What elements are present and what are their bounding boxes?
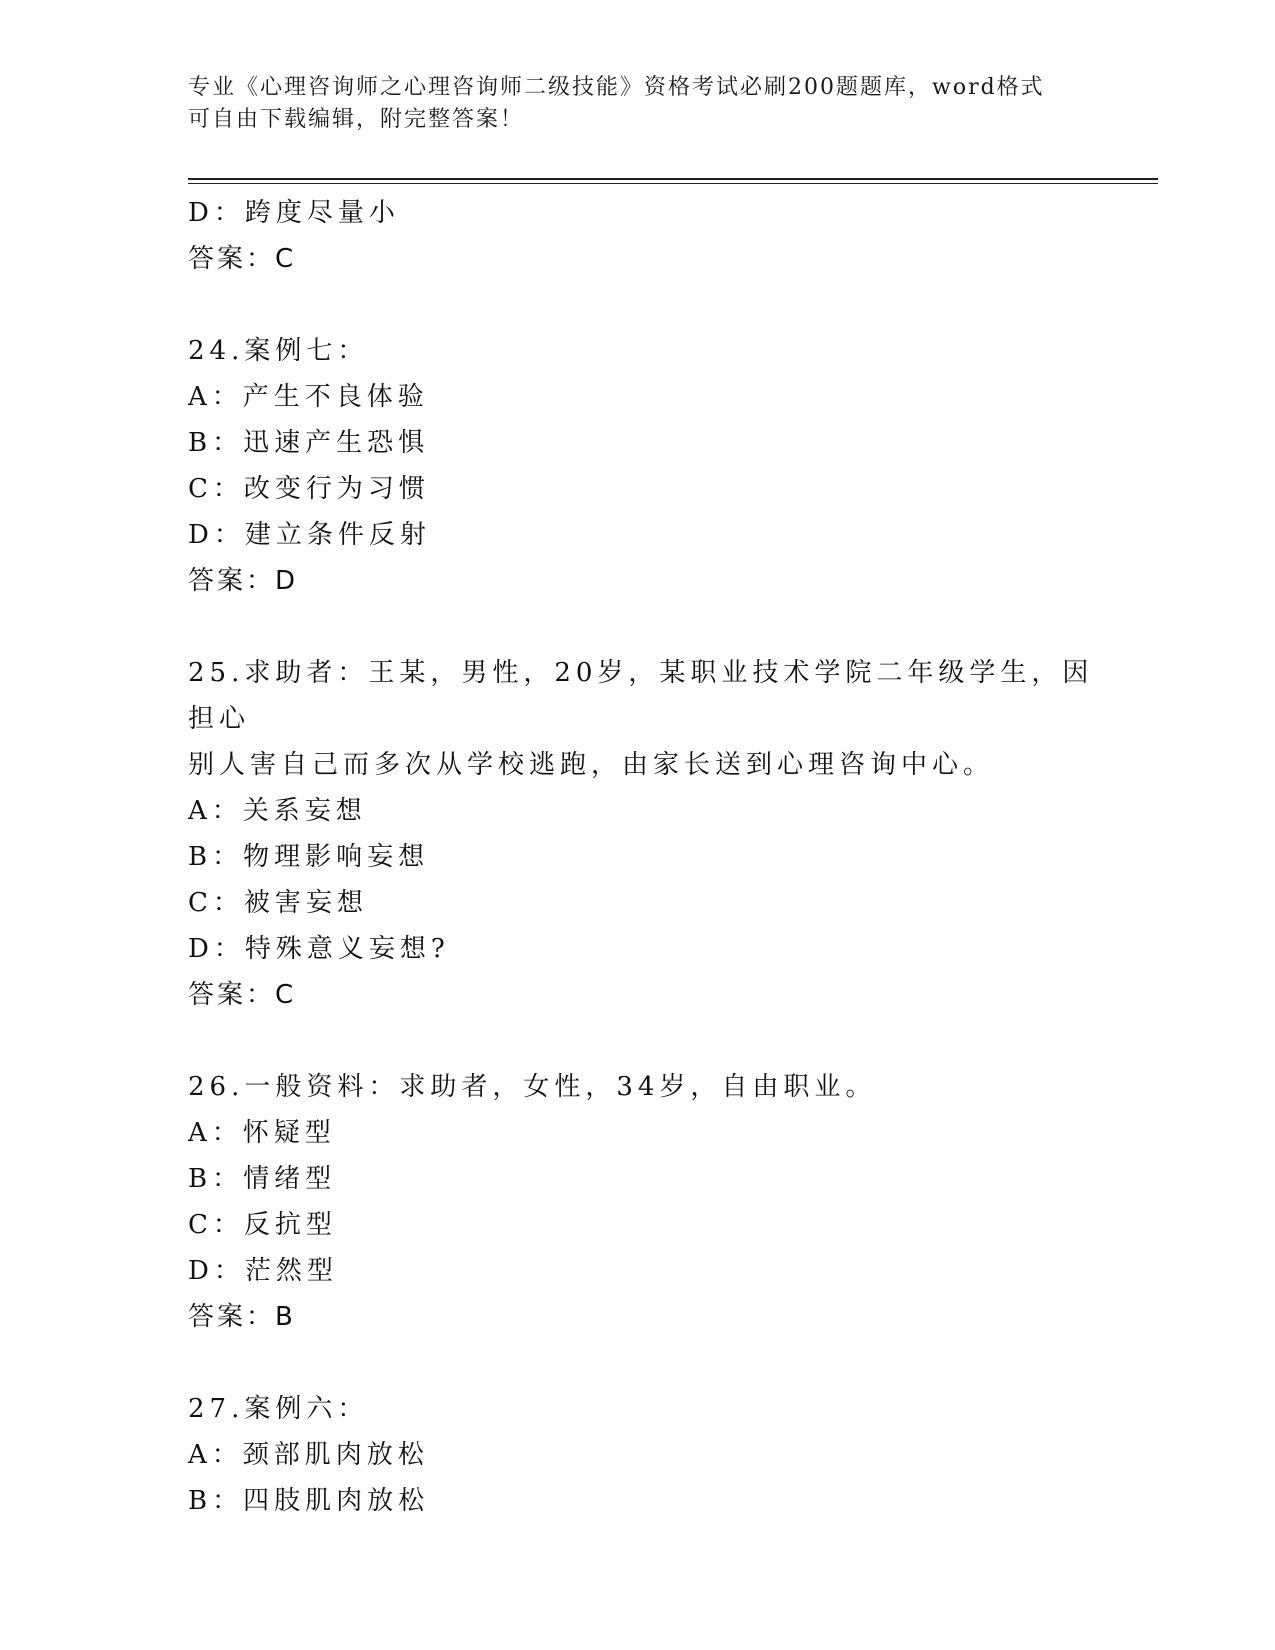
- spacer: [188, 604, 1108, 650]
- document-header: [188, 72, 1088, 136]
- question-stem: 26.一般资料：求助者，女性，34岁，自由职业。: [188, 1072, 877, 1102]
- question-24: [188, 328, 1108, 604]
- question-stem: 27.案例六：: [188, 1394, 369, 1424]
- spacer: [188, 1340, 1108, 1386]
- header-line-1: 专业《心理咨询师之心理咨询师二级技能》资格考试必刷200题题库，word格式: [188, 75, 1045, 100]
- option-d: D：跨度尽量小: [188, 198, 400, 228]
- question-stem-line-2: 别人害自己而多次从学校逃跑，由家长送到心理咨询中心。: [188, 750, 995, 780]
- option-d: D：特殊意义妄想?: [188, 934, 450, 964]
- option-d: D：茫然型: [188, 1256, 338, 1286]
- option-b: B：四肢肌肉放松: [188, 1486, 430, 1516]
- question-27: [188, 1386, 1108, 1524]
- question-26: [188, 1064, 1108, 1340]
- spacer: [188, 1018, 1108, 1064]
- answer-line: 答案：C: [188, 980, 297, 1010]
- option-a: A：产生不良体验: [188, 382, 429, 412]
- answer-line: 答案：D: [188, 566, 299, 596]
- question-list: [188, 190, 1108, 1524]
- option-a: A：颈部肌肉放松: [188, 1440, 429, 1470]
- header-rule-thick: [188, 178, 1158, 180]
- option-c: C：改变行为习惯: [188, 474, 430, 504]
- question-stem: 24.案例七：: [188, 336, 369, 366]
- option-c: C：被害妄想: [188, 888, 368, 918]
- answer-line: 答案：B: [188, 1302, 296, 1332]
- question-fragment: [188, 190, 1108, 282]
- option-d: D：建立条件反射: [188, 520, 431, 550]
- question-stem-line-1: 25.求助者：王某，男性，20岁，某职业技术学院二年级学生，因担心: [188, 658, 1094, 734]
- header-rule-thin: [188, 183, 1158, 184]
- header-line-2: 可自由下载编辑，附完整答案！: [188, 107, 525, 132]
- option-a: A：怀疑型: [188, 1118, 336, 1148]
- question-25: [188, 650, 1108, 1018]
- spacer: [188, 282, 1108, 328]
- option-b: B：物理影响妄想: [188, 842, 430, 872]
- option-b: B：情绪型: [188, 1164, 337, 1194]
- option-a: A：关系妄想: [188, 796, 367, 826]
- answer-line: 答案：C: [188, 244, 297, 274]
- option-b: B：迅速产生恐惧: [188, 428, 430, 458]
- option-c: C：反抗型: [188, 1210, 337, 1240]
